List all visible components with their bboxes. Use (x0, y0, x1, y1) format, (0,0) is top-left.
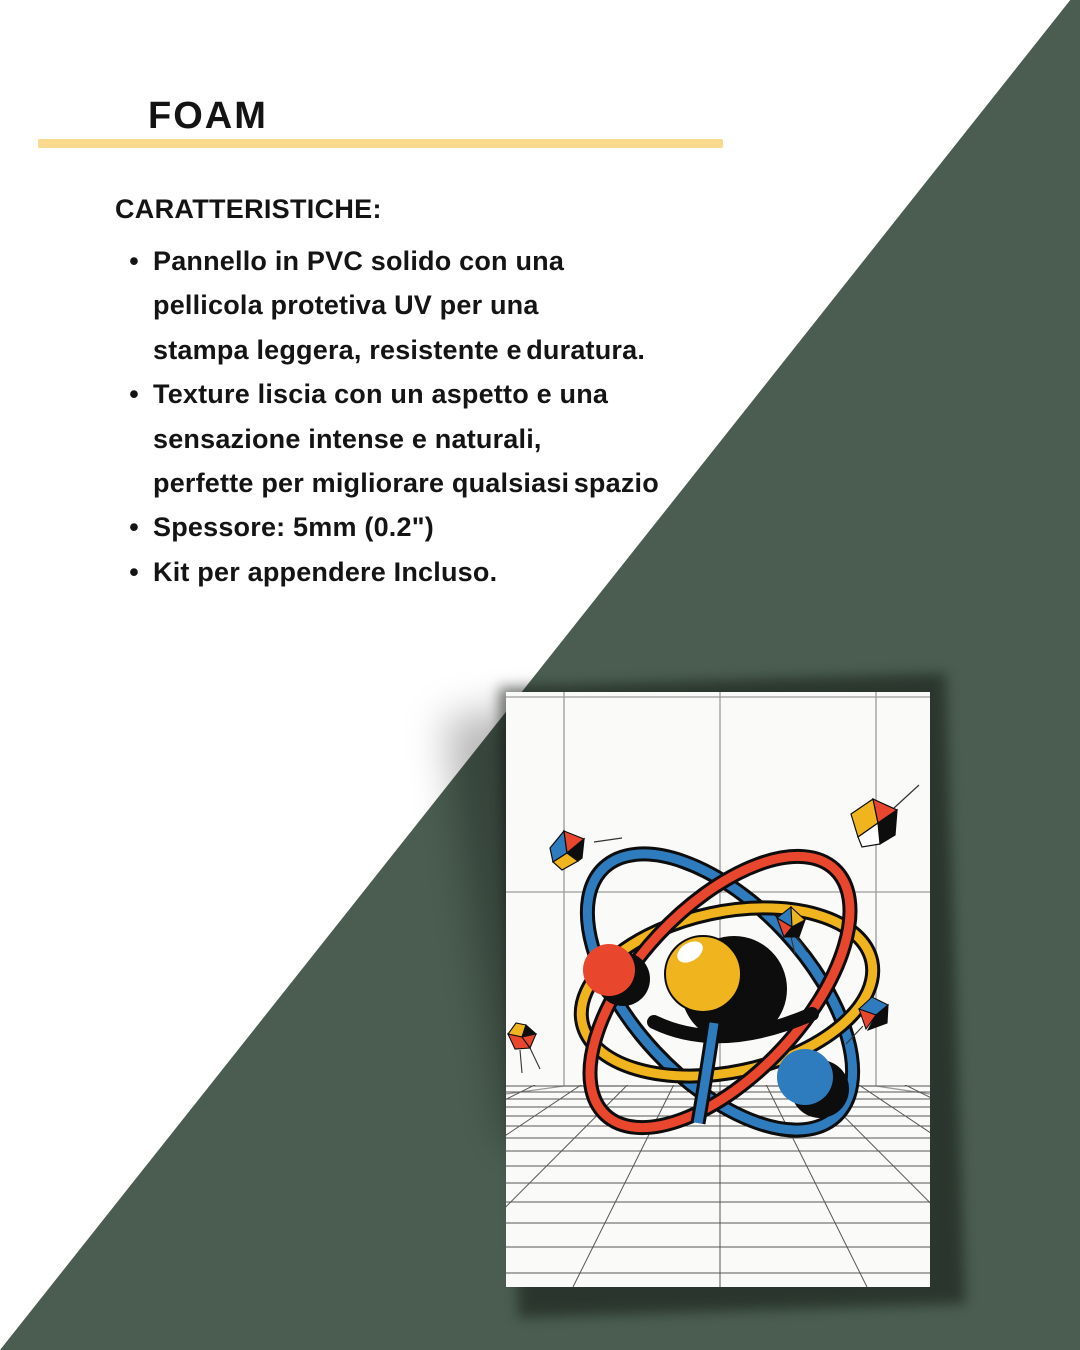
feature-text: Kit per appendere Incluso. (153, 556, 498, 587)
page-title: FOAM (148, 95, 268, 137)
bullet-icon: • (129, 512, 139, 543)
feature-text: Pannello in PVC solido con una (153, 246, 565, 276)
feature-text: Texture liscia con un aspetto e una (153, 379, 609, 410)
feature-text: Spessore: 5mm (0.2") (153, 512, 434, 543)
feature-text: spazio (573, 468, 659, 499)
feature-text: duratura. (526, 334, 646, 365)
electron-blue (777, 1049, 849, 1118)
list-item (115, 239, 715, 372)
features-heading: CARATTERISTICHE: (115, 194, 382, 224)
list-item (115, 372, 715, 505)
feature-text: stampa leggera, resistente e (153, 334, 522, 365)
features-list (115, 239, 715, 594)
list-item (115, 505, 715, 549)
gem-bottom-left (508, 1023, 540, 1073)
feature-text: sensazione intense e naturali, (153, 423, 542, 454)
title-underline (38, 139, 723, 148)
list-item (115, 550, 715, 594)
gem-top-right (851, 785, 919, 847)
nucleus (654, 936, 812, 1042)
bullet-icon: • (129, 246, 139, 276)
bullet-icon: • (129, 556, 139, 587)
feature-text: pellicola protetiva UV per una (153, 290, 539, 321)
bullet-icon: • (129, 379, 139, 410)
atom-artwork (506, 692, 930, 1287)
features-section (115, 194, 715, 594)
product-photo (506, 692, 930, 1287)
feature-text: perfette per migliorare qualsiasi (153, 468, 570, 499)
foam-panel-poster (506, 692, 930, 1287)
